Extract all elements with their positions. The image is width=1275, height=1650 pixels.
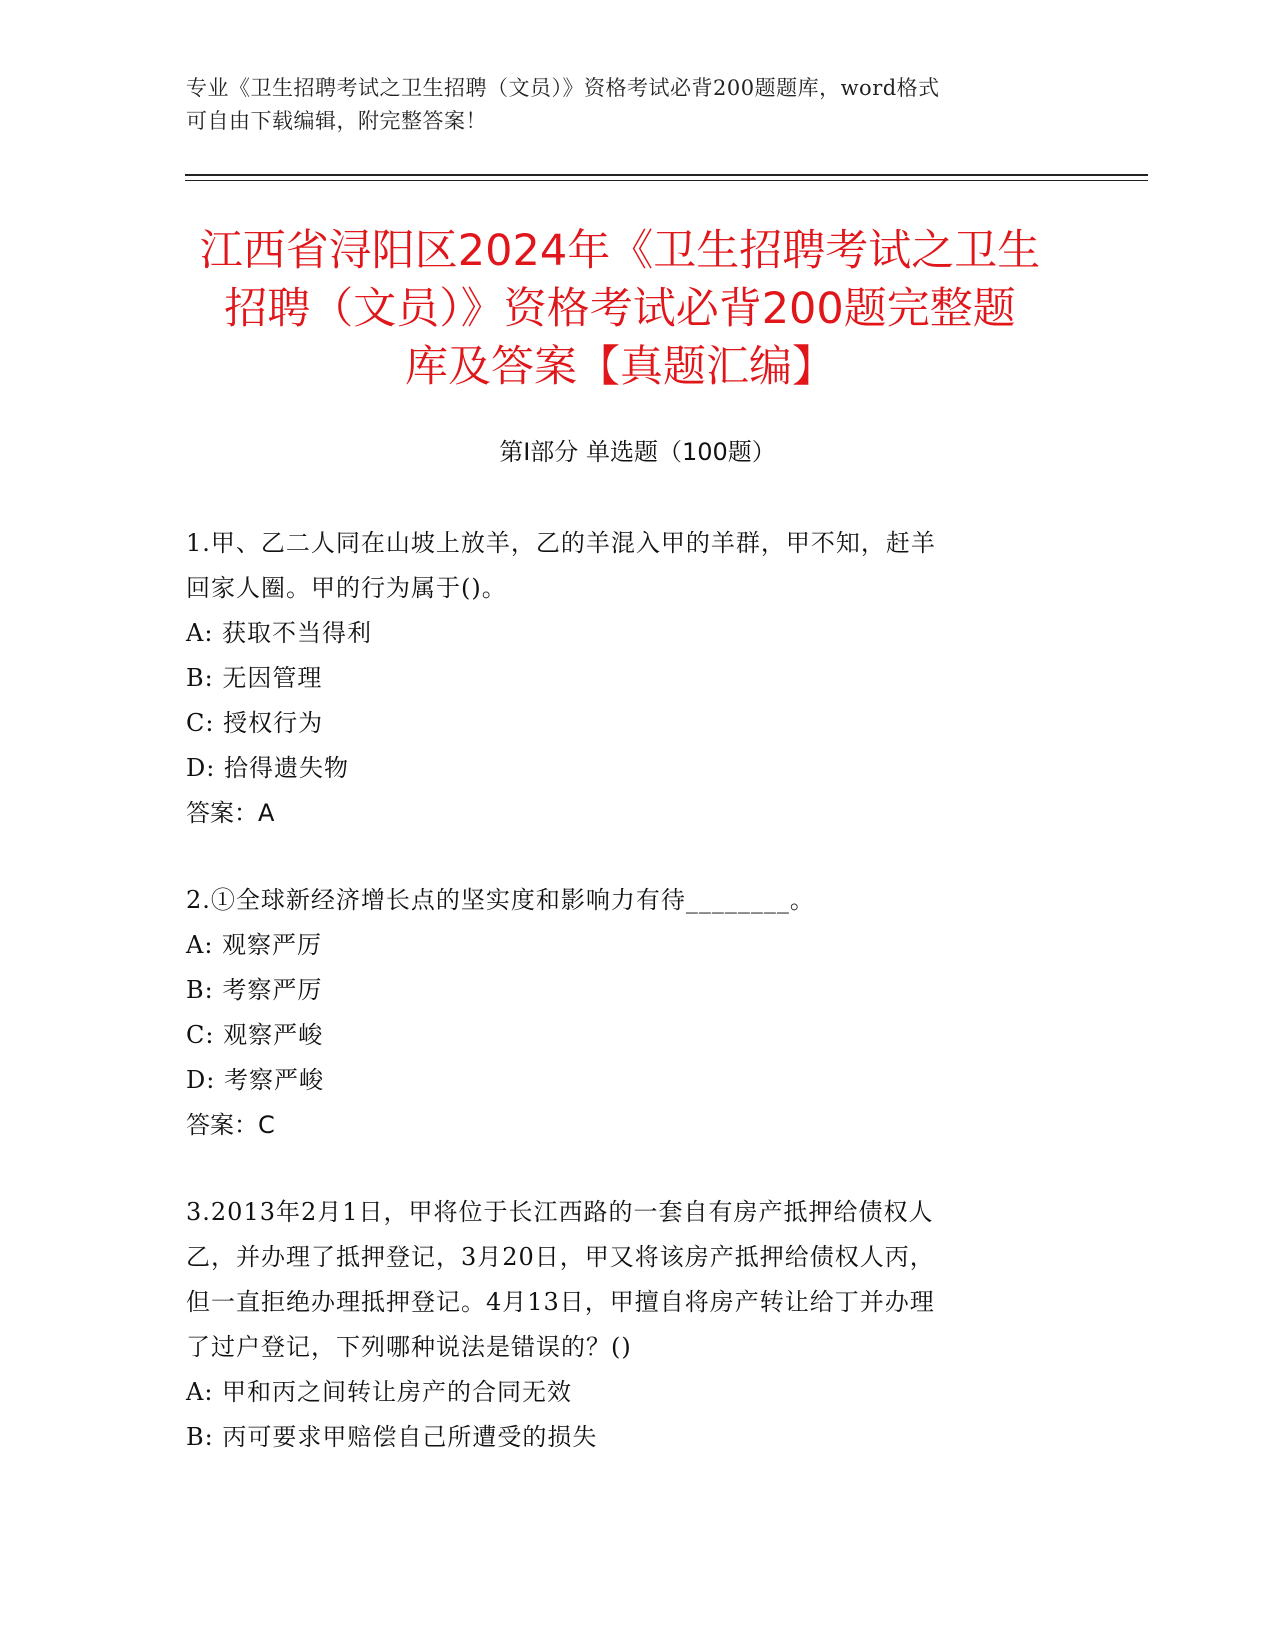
header-divider-thick (185, 174, 1148, 176)
question-stem-line: 乙，并办理了抵押登记，3月20日，甲又将该房产抵押给债权人丙， (186, 1243, 935, 1271)
header-note-line-2: 可自由下载编辑，附完整答案！ (186, 109, 487, 133)
question-3 (186, 1190, 1086, 1460)
option-a: A: 甲和丙之间转让房产的合同无效 (186, 1378, 573, 1406)
header-divider-thin (185, 180, 1148, 181)
question-stem-line: 2.①全球新经济增长点的坚实度和影响力有待________。 (186, 886, 815, 914)
option-d: D: 考察严峻 (186, 1066, 324, 1094)
question-stem-line: 回家人圈。甲的行为属于()。 (186, 574, 507, 602)
option-a: A: 获取不当得利 (186, 619, 373, 647)
document-title (150, 222, 1090, 396)
option-b: B: 考察严厉 (186, 976, 323, 1004)
document-title-line-3: 库及答案【真题汇编】 (405, 342, 835, 392)
question-1 (186, 521, 1086, 836)
question-stem-line: 了过户登记，下列哪种说法是错误的？() (186, 1333, 632, 1361)
answer: 答案：C (186, 1111, 275, 1139)
header-note-line-1: 专业《卫生招聘考试之卫生招聘（文员）》资格考试必背200题题库，word格式 (186, 76, 940, 100)
question-list (186, 521, 1086, 1502)
option-c: C: 观察严峻 (186, 1021, 324, 1049)
section-heading: 第Ⅰ部分 单选题（100题） (499, 438, 776, 466)
option-b: B: 无因管理 (186, 664, 323, 692)
option-a: A: 观察严厉 (186, 931, 323, 959)
header-note (186, 72, 1066, 138)
document-title-line-1: 江西省浔阳区2024年《卫生招聘考试之卫生 (199, 226, 1041, 276)
option-d: D: 拾得遗失物 (186, 754, 349, 782)
question-stem-line: 3.2013年2月1日，甲将位于长江西路的一套自有房产抵押给债权人 (186, 1198, 934, 1226)
question-stem-line: 但一直拒绝办理抵押登记。4月13日，甲擅自将房产转让给丁并办理 (186, 1288, 935, 1316)
answer: 答案：A (186, 799, 275, 827)
option-c: C: 授权行为 (186, 709, 324, 737)
question-2 (186, 878, 1086, 1148)
question-stem-line: 1.甲、乙二人同在山坡上放羊，乙的羊混入甲的羊群，甲不知，赶羊 (186, 529, 936, 557)
document-title-line-2: 招聘（文员）》资格考试必背200题完整题 (224, 284, 1016, 334)
option-b: B: 丙可要求甲赔偿自己所遭受的损失 (186, 1423, 598, 1451)
